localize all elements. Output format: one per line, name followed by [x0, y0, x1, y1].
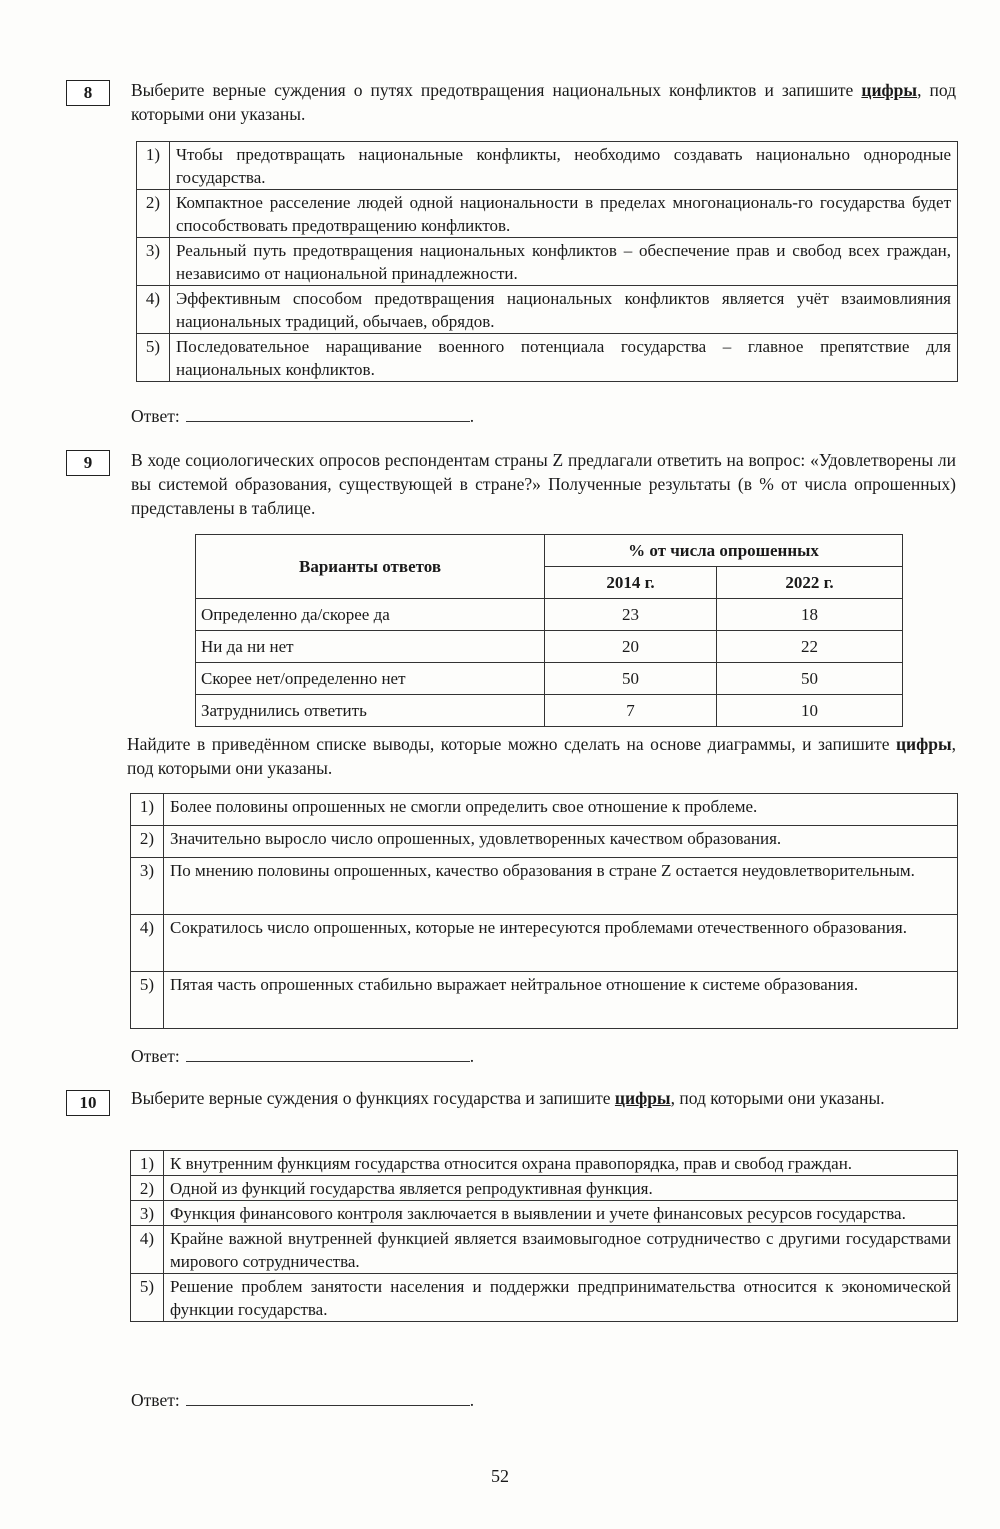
table-row	[196, 695, 903, 727]
answer-label: Ответ:	[131, 1390, 180, 1410]
option-text: Крайне важной внутренней функцией является взаимовыгодное сотрудничество с другими государствами мирового сотрудничества.	[164, 1226, 958, 1274]
task-10-option-1	[131, 1151, 958, 1176]
option-text: Более половины опрошенных не смогли определить свое отношение к проблеме.	[164, 794, 958, 826]
page-number: 52	[491, 1466, 509, 1486]
task-10-intro-text: Выберите верные суждения о функциях государства и запишите	[131, 1088, 615, 1108]
row-label: Затруднились ответить	[196, 695, 545, 727]
option-number: 5)	[137, 334, 170, 382]
answer-label: Ответ:	[131, 406, 180, 426]
row-label: Ни да ни нет	[196, 631, 545, 663]
option-number: 3)	[137, 238, 170, 286]
cell-2022: 50	[717, 663, 903, 695]
task-9-options-table	[130, 793, 958, 1029]
option-number: 1)	[131, 794, 164, 826]
task-8-options-table	[136, 141, 958, 382]
task-8-option-4	[137, 286, 958, 334]
task-10-options-table	[130, 1150, 958, 1322]
task-9-conclusion	[127, 732, 956, 780]
row-label: Скорее нет/определенно нет	[196, 663, 545, 695]
column-header-variants: Варианты ответов	[196, 535, 545, 599]
task-8-intro-text: Выберите верные суждения о путях предотвращения национальных конфликтов и запишите	[131, 80, 862, 100]
option-number: 3)	[131, 1201, 164, 1226]
option-number: 4)	[137, 286, 170, 334]
survey-results-table	[195, 534, 903, 727]
option-number: 3)	[131, 858, 164, 915]
option-number: 1)	[131, 1151, 164, 1176]
task-10-intro-text-end: , под которыми они указаны.	[670, 1088, 885, 1108]
option-text: Одной из функций государства является репродуктивная функция.	[164, 1176, 958, 1201]
option-text: Компактное расселение людей одной национальности в пределах многонациональ-го государства будет способствовать предотвращению конфликтов.	[170, 190, 958, 238]
task-9-answer: Ответ: .	[131, 1046, 475, 1066]
task-9-option-5	[131, 972, 958, 1029]
option-number: 4)	[131, 915, 164, 972]
task-8-intro	[131, 78, 956, 126]
task-9-conclusion-text: Найдите в приведённом списке выводы, которые можно сделать на основе диаграммы, и запишите	[127, 734, 896, 754]
task-9-number-box	[66, 450, 110, 476]
cell-2014: 23	[545, 599, 717, 631]
task-9-intro: В ходе социологических опросов респондентам страны Z предлагали ответить на вопрос: «Удовлетворены ли вы системой образования, существующей в стране?» Полученные результаты (в % от числа опрошенных) представлены в таблице.	[131, 450, 956, 518]
task-8-intro-bold: цифры	[861, 80, 918, 100]
task-9-option-1	[131, 794, 958, 826]
column-header-2014: 2014 г.	[545, 567, 717, 599]
task-9-number: 9	[83, 453, 93, 472]
task-9-option-4	[131, 915, 958, 972]
task-9-option-3	[131, 858, 958, 915]
task-9-option-2	[131, 826, 958, 858]
option-text: Эффективным способом предотвращения национальных конфликтов является учёт взаимовлияния национальных традиций, обычаев, обрядов.	[170, 286, 958, 334]
task-9-conclusion-text-end: , под которыми они указаны.	[127, 734, 956, 778]
task-10-option-4	[131, 1226, 958, 1274]
task-8-number-box	[66, 80, 110, 106]
task-9-answer-field[interactable]	[186, 1045, 470, 1062]
task-8-number: 8	[83, 83, 93, 102]
task-8-option-1	[137, 142, 958, 190]
option-number: 1)	[137, 142, 170, 190]
option-number: 5)	[131, 1274, 164, 1322]
cell-2014: 50	[545, 663, 717, 695]
table-row	[196, 599, 903, 631]
row-label: Определенно да/скорее да	[196, 599, 545, 631]
option-number: 2)	[131, 826, 164, 858]
table-row	[196, 631, 903, 663]
cell-2022: 18	[717, 599, 903, 631]
task-10-number-box	[66, 1090, 110, 1116]
task-8-option-2	[137, 190, 958, 238]
table-row	[196, 663, 903, 695]
option-text: Реальный путь предотвращения национальных конфликтов – обеспечение прав и свобод всех граждан, независимо от национальной принадлежности.	[170, 238, 958, 286]
task-8-answer: Ответ: .	[131, 406, 475, 426]
option-text: Значительно выросло число опрошенных, удовлетворенных качеством образования.	[164, 826, 958, 858]
cell-2022: 10	[717, 695, 903, 727]
option-text: Чтобы предотвращать национальные конфликты, необходимо создавать национально однородные государства.	[170, 142, 958, 190]
task-10-intro-bold: цифры	[614, 1088, 671, 1108]
option-text: Решение проблем занятости населения и поддержки предпринимательства относится к экономической функции государства.	[164, 1274, 958, 1322]
task-10-intro	[131, 1086, 956, 1110]
cell-2022: 22	[717, 631, 903, 663]
task-10-option-5	[131, 1274, 958, 1322]
option-number: 5)	[131, 972, 164, 1029]
column-header-percent: % от числа опрошенных	[545, 535, 903, 567]
option-text: Функция финансового контроля заключается в выявлении и учете финансовых ресурсов государства.	[164, 1201, 958, 1226]
task-9-conclusion-bold: цифры	[895, 734, 952, 754]
task-8-intro-text-end: , под которыми они указаны.	[131, 80, 957, 124]
answer-label: Ответ:	[131, 1046, 180, 1066]
option-number: 4)	[131, 1226, 164, 1274]
task-8-option-5	[137, 334, 958, 382]
option-number: 2)	[137, 190, 170, 238]
task-10-answer: Ответ: .	[131, 1390, 475, 1410]
option-text: Сократилось число опрошенных, которые не интересуются проблемами отечественного образования.	[164, 915, 958, 972]
cell-2014: 7	[545, 695, 717, 727]
task-8-answer-field[interactable]	[186, 405, 470, 422]
task-10-option-2	[131, 1176, 958, 1201]
cell-2014: 20	[545, 631, 717, 663]
task-8-option-3	[137, 238, 958, 286]
task-10-number: 10	[79, 1093, 97, 1112]
task-10-option-3	[131, 1201, 958, 1226]
task-10-answer-field[interactable]	[186, 1389, 470, 1406]
option-text: Пятая часть опрошенных стабильно выражает нейтральное отношение к системе образования.	[164, 972, 958, 1029]
option-text: Последовательное наращивание военного потенциала государства – главное препятствие для национальных конфликтов.	[170, 334, 958, 382]
column-header-2022: 2022 г.	[717, 567, 903, 599]
option-text: К внутренним функциям государства относится охрана правопорядка, прав и свобод граждан.	[164, 1151, 958, 1176]
option-number: 2)	[131, 1176, 164, 1201]
option-text: По мнению половины опрошенных, качество образования в стране Z остается неудовлетворительным.	[164, 858, 958, 915]
